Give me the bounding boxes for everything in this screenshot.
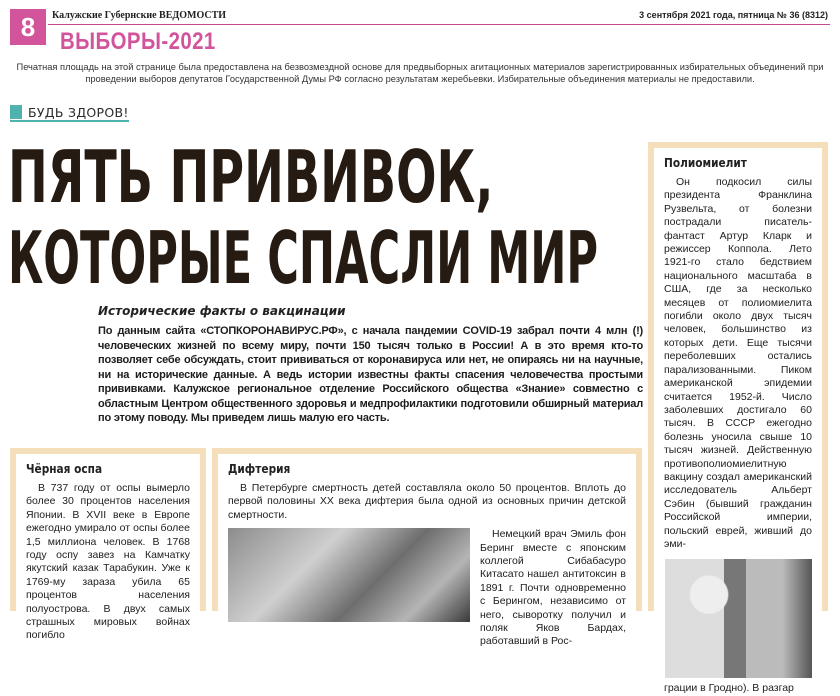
- polio-text-continued: грации в Гродно). В разгар: [664, 682, 794, 695]
- page-number: 8: [10, 9, 46, 45]
- rubric: [10, 104, 129, 122]
- header-divider: [48, 24, 830, 25]
- smallpox-text: В 737 году от оспы вымерло более 30 процентов населения Японии. В XVII веке в Европе ежегодно умирало от оспы более 1,5 миллиона человек. В 1768 году оспу завез на Камчатку якутский казак Тарабукин. Уже к 1769-му зараза убила 65 процентов населения полуострова. В двух самых страшных мировых войнах погибло: [26, 482, 190, 642]
- albert-sabin-photo: [665, 559, 812, 678]
- diphtheria-title: Дифтерия: [228, 462, 291, 476]
- section-title: ВЫБОРЫ-2021: [60, 28, 216, 55]
- polio-title: Полиомиелит: [664, 156, 747, 170]
- diphtheria-body: [228, 528, 626, 649]
- issue-date: 3 сентября 2021 года, пятница № 36 (8312): [639, 10, 828, 20]
- diphtheria-box: [212, 448, 642, 648]
- headline-line-2: КОТОРЫЕ СПАСЛИ МИР: [8, 216, 599, 300]
- polio-text: Он подкосил силы президента Франклина Рузвельта, от болезни пострадали писатель-фантаст Артур Кларк и режиссер Коппола. Лето 1921-го стало бедствием национального масштаба в США, где за несколько месяцев от полиомиелита погибли около двух тысяч человек, большинство из которых дети. Еще тысячи переболевших остались парализованными. Пиком американской эпидемии считается 1952-й. Число заболевших достигало 60 тысяч. В СССР ежегодно болезнь уносила свыше 10 тысяч жизней. Действенную противополиомиелитную вакцину создал американский исследователь Альберт Сэбин (бывший гражданин Российской империи, польский еврей, живший до эми-: [664, 176, 812, 550]
- diphtheria-text: Немецкий врач Эмиль фон Беринг вместе с японским коллегой Сибабасуро Китасато нашел антитоксин в 1891 г. Почти одновременно с Берингом, независимо от него, сыворотку получил и поляк Яков Бардах, работавший в Рос-: [480, 528, 626, 648]
- diphtheria-intro: В Петербурге смертность детей составляла около 50 процентов. Вплоть до первой половины XX века дифтерия была одной из основных причин детской смертности.: [228, 482, 626, 521]
- newspaper-masthead: Калужские Губернские ВЕДОМОСТИ: [52, 10, 227, 21]
- polio-sidebar: [648, 142, 828, 695]
- smallpox-title: Чёрная оспа: [26, 462, 103, 476]
- vaccination-children-photo: [228, 528, 470, 622]
- headline-line-1: ПЯТЬ ПРИВИВОК,: [8, 135, 494, 219]
- election-notice: Печатная площадь на этой странице была предоставлена на безвозмездной основе для предвыборных агитационных материалов зарегистрированных избирательных объединений при проведении выборов депутатов Государственной Думы РФ согласно результатам жеребьевки. Избирательные объединения материалы не предоставили.: [16, 62, 824, 84]
- smallpox-box: [10, 448, 206, 642]
- article-subtitle: Исторические факты о вакцинации: [98, 304, 346, 318]
- article-lead: По данным сайта «СТОПКОРОНАВИРУС.РФ», с начала пандемии COVID-19 забрал почти 4 млн (!) человеческих жизней по всему миру, почти 150 тысяч только в России! А в это время кто-то позволяет себе обсуждать, стоит прививаться от коронавируса или нет, не опираясь ни на научные, ни на исторические данные. А ведь истории известны факты спасения человечества простыми прививками. Калужское региональное отделение Российского общества «Знание» совместно с областным Центром общественного здоровья и медпрофилактики подготовили обширный материал по этому поводу. Мы приведем лишь малую его часть.: [98, 325, 643, 424]
- rubric-marker-icon: [10, 105, 22, 119]
- rubric-label: БУДЬ ЗДОРОВ!: [28, 104, 129, 120]
